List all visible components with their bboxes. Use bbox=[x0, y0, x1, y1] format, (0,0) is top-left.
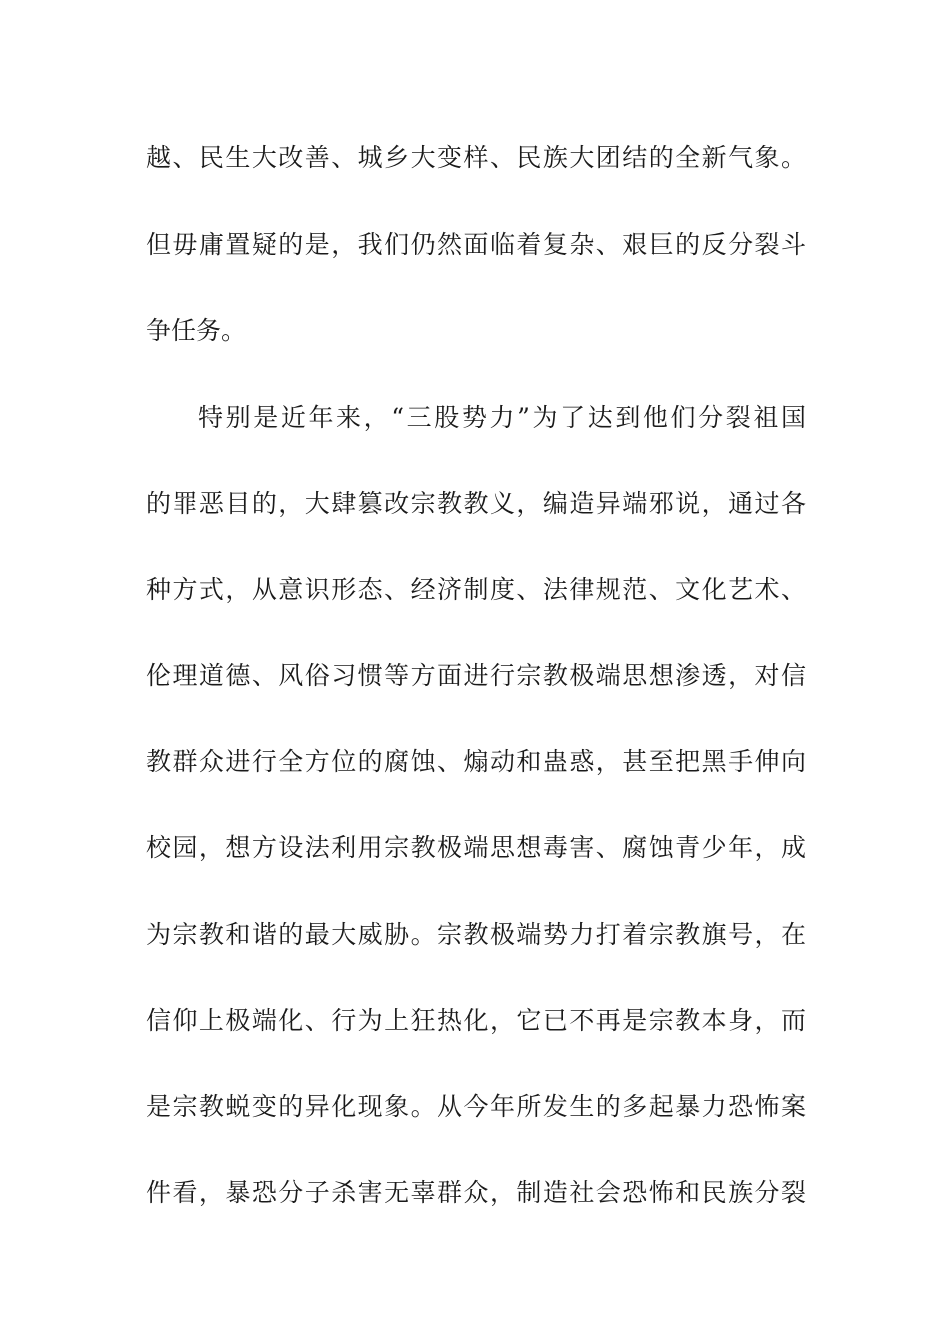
text-line-6: 种方式，从意识形态、经济制度、法律规范、文化艺术、 bbox=[146, 575, 806, 604]
text-line-2: 但毋庸置疑的是，我们仍然面临着复杂、艰巨的反分裂斗 bbox=[146, 230, 806, 259]
text-line-12: 是宗教蜕变的异化现象。从今年所发生的多起暴力恐怖案 bbox=[146, 1092, 806, 1121]
text-line-9: 校园，想方设法利用宗教极端思想毒害、腐蚀青少年，成 bbox=[146, 833, 806, 862]
text-line-10: 为宗教和谐的最大威胁。宗教极端势力打着宗教旗号，在 bbox=[146, 920, 806, 949]
text-line-11: 信仰上极端化、行为上狂热化，它已不再是宗教本身，而 bbox=[146, 1006, 806, 1035]
text-line-3: 争任务。 bbox=[146, 316, 247, 345]
text-line-13: 件看，暴恐分子杀害无辜群众，制造社会恐怖和民族分裂 bbox=[146, 1178, 806, 1207]
text-line-1: 越、民生大改善、城乡大变样、民族大团结的全新气象。 bbox=[146, 143, 806, 172]
text-line-7: 伦理道德、风俗习惯等方面进行宗教极端思想渗透，对信 bbox=[146, 661, 806, 690]
paragraph-first-line: 特别是近年来，“三股势力”为了达到他们分裂祖国 bbox=[198, 403, 806, 432]
text-line-8: 教群众进行全方位的腐蚀、煽动和蛊惑，甚至把黑手伸向 bbox=[146, 747, 806, 776]
text-line-5: 的罪恶目的，大肆篡改宗教教义，编造异端邪说，通过各 bbox=[146, 489, 806, 518]
